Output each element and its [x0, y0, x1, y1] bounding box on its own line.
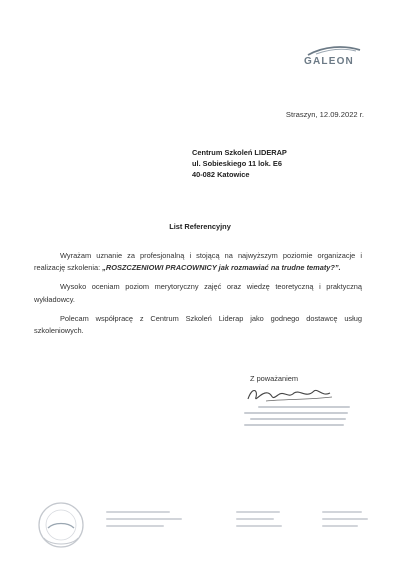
- recipient-name: Centrum Szkoleń LIDERAP: [192, 148, 287, 157]
- letter-date: Straszyn, 12.09.2022 r.: [285, 110, 364, 119]
- paragraph-1-text: Wyrażam uznanie za profesjonalną i stojącą na najwyższym poziomie organizacje i realizację szkolenia:: [34, 251, 362, 273]
- letter-subject: List Referencyjny: [169, 222, 231, 231]
- galeon-swoosh-icon: [306, 44, 362, 56]
- training-title: „ROSZCZENIOWI PRACOWNICY jak rozmawiać na trudne tematy?”.: [102, 263, 341, 273]
- paragraph-3-text: Polecam współpracę z Centrum Szkoleń Liderap jako godnego dostawcę usług szkoleniowych.: [34, 313, 362, 336]
- logo-text: GALEON: [304, 56, 354, 67]
- footer-col-3: [322, 506, 368, 532]
- company-stamp: [244, 402, 364, 436]
- recipient-street: ul. Sobieskiego 11 lok. E6: [192, 159, 282, 168]
- footer-col-1: [106, 506, 182, 532]
- paragraph-3: [34, 313, 362, 337]
- recipient-city: 40-082 Katowice: [192, 170, 250, 179]
- paragraph-1: [34, 250, 362, 274]
- paragraph-2-text: Wysoko oceniam poziom merytoryczny zajęć oraz wiedzę teoretyczną i praktyczną wykładowcy.: [34, 282, 362, 304]
- recipient-address: [192, 147, 362, 180]
- galeon-award-badge-icon: [34, 498, 88, 552]
- letter-body: [34, 250, 362, 344]
- signoff: Z poważaniem: [250, 374, 299, 383]
- paragraph-2: [34, 281, 362, 305]
- footer-col-2: [236, 506, 282, 532]
- galeon-logo: [302, 44, 362, 68]
